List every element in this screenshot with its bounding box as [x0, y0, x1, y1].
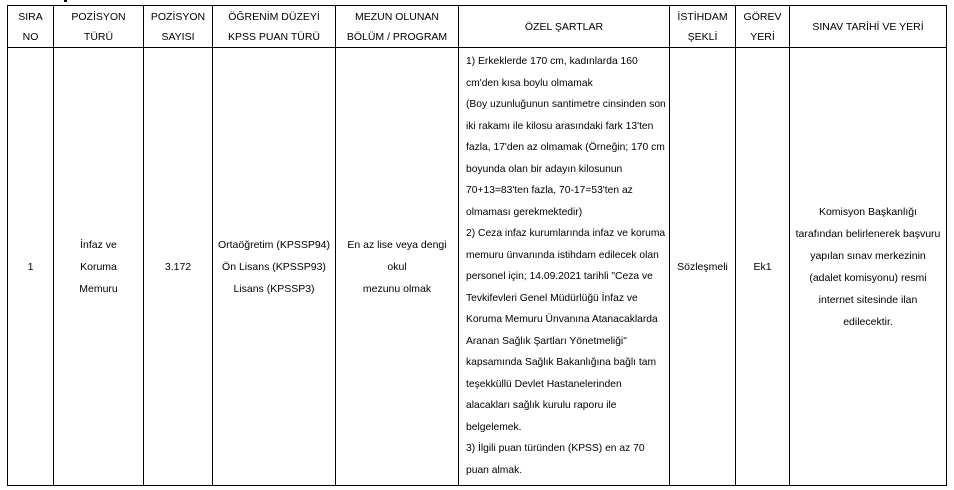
table-row [8, 48, 947, 486]
cell-pozisyon-turu: İnfaz ve Koruma Memuru [54, 48, 144, 486]
job-positions-table [7, 5, 947, 486]
header-istihdam-sekli: İSTİHDAM ŞEKLİ [670, 6, 736, 48]
cell-mezun-bolum: En az lise veya dengi okul mezunu olmak [336, 48, 459, 486]
header-sira-no: SIRA NO [8, 6, 54, 48]
stray-mark [64, 0, 67, 2]
cell-ogrenim-duzeyi: Ortaöğretim (KPSSP94) Ön Lisans (KPSSP93) Lisans (KPSSP3) [213, 48, 336, 486]
cell-pozisyon-sayisi: 3.172 [144, 48, 213, 486]
header-ozel-sartlar: ÖZEL ŞARTLAR [459, 6, 670, 48]
cell-ozel-sartlar: 1) Erkeklerde 170 cm, kadınlarda 160 cm'den kısa boylu olmamak (Boy uzunluğunun santimetre cinsinden son iki rakamı ile kilosu arasındaki fark 13'ten fazla, 17'den az olmamak (Örneğin; 170 cm boyunda olan bir adayın kilosunun 70+13=83'ten fazla, 70-17=53'ten az olmaması gerekmektedir) 2) Ceza infaz kurumlarında infaz ve koruma memuru ünvanında istihdam edilecek olan personel için; 14.09.2021 tarihli "Ceza ve Tevkifevleri Genel Müdürlüğü İnfaz ve Koruma Memuru Ünvanına Atanacaklarda Aranan Sağlık Şartları Yönetmeliği" kapsamında Sağlık Bakanlığına bağlı tam teşekküllü Devlet Hastanelerinden alacakları sağlık kurulu raporu ile belgelemek. 3) İlgili puan türünden (KPSS) en az 70 puan almak. [459, 48, 670, 486]
cell-sira-no: 1 [8, 48, 54, 486]
header-gorev-yeri: GÖREV YERİ [736, 6, 790, 48]
cell-gorev-yeri: Ek1 [736, 48, 790, 486]
header-ogrenim-duzeyi: ÖĞRENİM DÜZEYİ KPSS PUAN TÜRÜ [213, 6, 336, 48]
header-pozisyon-turu: POZİSYON TÜRÜ [54, 6, 144, 48]
cell-istihdam-sekli: Sözleşmeli [670, 48, 736, 486]
cell-sinav-tarihi: Komisyon Başkanlığı tarafından belirlenerek başvuru yapılan sınav merkezinin (adalet komisyonu) resmi internet sitesinde ilan edilecektir. [790, 48, 947, 486]
header-mezun-olunan: MEZUN OLUNAN BÖLÜM / PROGRAM [336, 6, 459, 48]
header-pozisyon-sayisi: POZİSYON SAYISI [144, 6, 213, 48]
header-sinav-tarihi: SINAV TARİHİ VE YERİ [790, 6, 947, 48]
header-row [8, 6, 947, 48]
